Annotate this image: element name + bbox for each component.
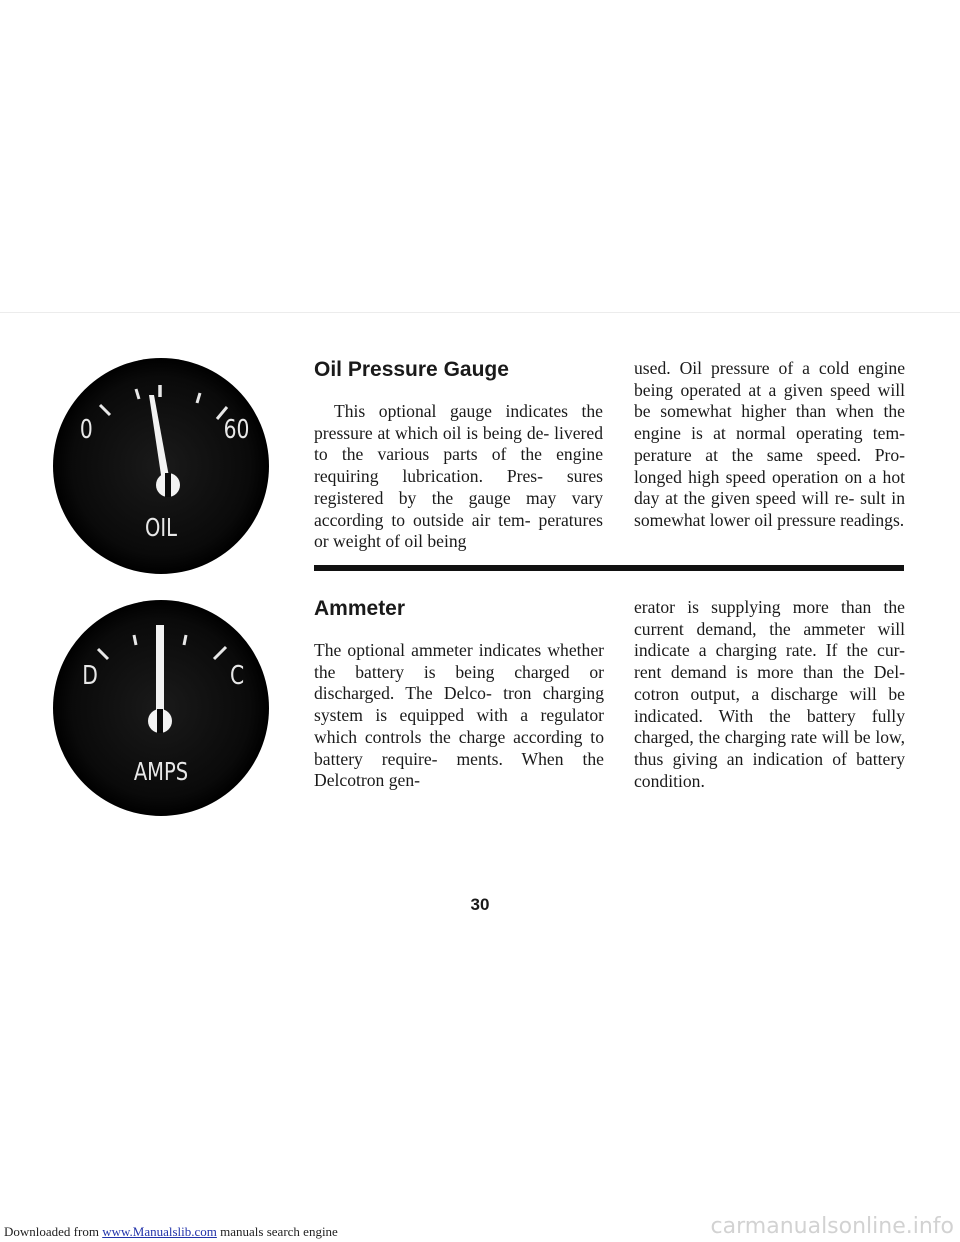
- watermark-text: carmanualsonline.info: [710, 1214, 954, 1239]
- ammeter-paragraph-left: The optional ammeter indicates whether the battery is being charged or discharged. The Delco- tron charging system is equipped with a regulator which controls the charge according to battery require- ments. When the Delcotron gen-: [314, 640, 604, 791]
- oil-pressure-heading: Oil Pressure Gauge: [314, 358, 509, 381]
- ammeter-text-left: [314, 640, 604, 792]
- amps-tick-2: [134, 635, 136, 645]
- oil-pressure-paragraph-right: used. Oil pressure of a cold engine being operated at a given speed will be somewhat higher than when the engine is at normal operating tem- perature at the same speed. Pro- longed high speed operation on a hot day at the given speed will re- sult in somewhat lower oil pressure readings.: [634, 358, 905, 530]
- oil-pressure-gauge-image: [50, 355, 272, 577]
- footer-prefix: Downloaded from: [4, 1224, 99, 1239]
- oil-pressure-text-left: [314, 401, 603, 553]
- oil-pressure-paragraph-left: This optional gauge indicates the pressure at which oil is being de- livered to the various parts of the engine requiring lubrication. Pres- sures registered by the gauge may vary according to outside air tem- peratures or weight of oil being: [314, 401, 603, 552]
- ammeter-heading: Ammeter: [314, 597, 406, 620]
- oil-gauge-dial: [50, 355, 272, 577]
- footer-suffix: manuals search engine: [220, 1224, 338, 1239]
- amps-gauge-discharge-label: D: [82, 661, 98, 691]
- ammeter-paragraph-right: erator is supplying more than the current demand, the ammeter will indicate a charging rate. If the cur- rent demand is more than the Del- cotron output, a discharge will be indicated. With the battery fully charged, the charging rate will be low, thus giving an indication of battery condition.: [634, 597, 905, 791]
- scan-edge-line: [0, 312, 960, 313]
- section-divider: [314, 565, 904, 571]
- amps-tick-4: [184, 635, 186, 645]
- manualslib-link[interactable]: www.Manualslib.com: [102, 1224, 217, 1239]
- ammeter-text-right: [634, 597, 905, 792]
- amps-gauge-charge-label: C: [229, 661, 245, 691]
- ammeter-gauge-image: [50, 597, 272, 819]
- oil-gauge-max-label: 60: [223, 415, 250, 445]
- download-footer: [4, 1224, 338, 1240]
- amps-gauge-label: AMPS: [133, 757, 189, 786]
- oil-gauge-label: OIL: [145, 513, 177, 542]
- oil-gauge-min-label: 0: [79, 415, 93, 445]
- oil-pressure-text-right: [634, 358, 905, 532]
- page-number: 30: [470, 895, 490, 914]
